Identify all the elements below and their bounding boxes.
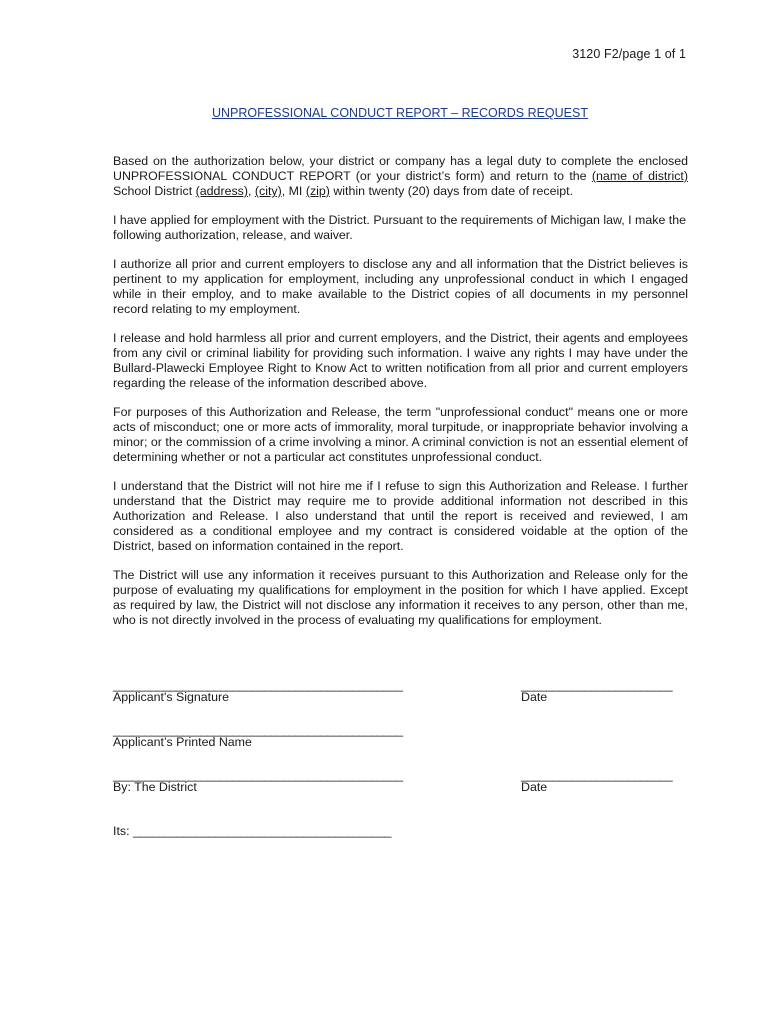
applicant-date-line[interactable]: ________________________ [521,678,672,692]
page-reference: 3120 F2/page 1 of 1 [572,47,686,61]
printed-name-label: Applicant’s Printed Name [113,735,252,749]
intro-text-3: , MI [281,184,306,198]
printed-name-line[interactable]: ______________________________________________ [113,723,403,737]
document-body [113,154,688,642]
city-placeholder: (city) [254,184,282,198]
paragraph-authorization: I authorize all prior and current employers to disclose any and all information that the District believes is pertinent to my application for employment, including any unprofessional conduct in which I engaged while in their employ, and to make available to the District copies of all documents in my personnel record relating to my employment. [113,257,688,316]
intro-paragraph [113,154,688,199]
paragraph-understanding: I understand that the District will not hire me if I refuse to sign this Authorization and Release. I further understand that the District may require me to provide additional information not described in this Authorization and Release. I also understand that until the report is received and reviewed, I am considered as a conditional employee and my contract is considered voidable at the option of the District, based on information contained in the report. [113,479,688,553]
intro-text-4: within twenty (20) days from date of receipt. [329,184,574,198]
address-placeholder: (address) [195,184,248,198]
applicant-signature-line[interactable]: ______________________________________________ [113,678,403,692]
document-title: UNPROFESSIONAL CONDUCT REPORT – RECORDS REQUEST [212,106,588,120]
district-signature-label: By: The District [113,780,197,794]
zip-placeholder: (zip) [305,184,330,198]
its-label: Its: [113,824,133,838]
intro-text-2: School District [113,184,196,198]
district-date-label: Date [521,780,548,794]
district-signature-line[interactable]: ______________________________________________ [113,768,403,782]
paragraph-use-of-information: The District will use any information it receives pursuant to this Authorization and Release only for the purpose of evaluating my qualifications for employment in the position for which I have applied. Except as required by law, the District will not disclose any information it receives to any person, other than me, who is not directly involved in the process of evaluating my qualifications for employment. [113,568,688,627]
its-field[interactable] [113,824,391,839]
intro-separator: , [247,184,255,198]
paragraph-release: I release and hold harmless all prior and current employers, and the District, their agents and employees from any civil or criminal liability for providing such information. I waive any rights I may have under the Bullard-Plawecki Employee Right to Know Act to written notification from all prior and current employers regarding the release of the information described above. [113,331,688,390]
paragraph-definition: For purposes of this Authorization and Release, the term "unprofessional conduct" means one or more acts of misconduct; one or more acts of immorality, moral turpitude, or inappropriate behavior involving a minor; or the commission of a crime involving a minor. A criminal conviction is not an essential element of determining whether or not a particular act constitutes unprofessional conduct. [113,405,688,464]
intro-text-1: Based on the authorization below, your district or company has a legal duty to complete the enclosed UNPROFESSIONAL CONDUCT REPORT (or your district’s form) and return to the [113,154,688,183]
paragraph-application: I have applied for employment with the District. Pursuant to the requirements of Michigan law, I make the following authorization, release, and waiver. [113,213,686,242]
applicant-signature-label: Applicant's Signature [113,690,230,704]
its-line[interactable]: _________________________________________ [132,824,391,838]
district-date-line[interactable]: ________________________ [521,768,672,782]
district-name-placeholder: (name of district) [591,169,688,183]
applicant-date-label: Date [521,690,548,704]
